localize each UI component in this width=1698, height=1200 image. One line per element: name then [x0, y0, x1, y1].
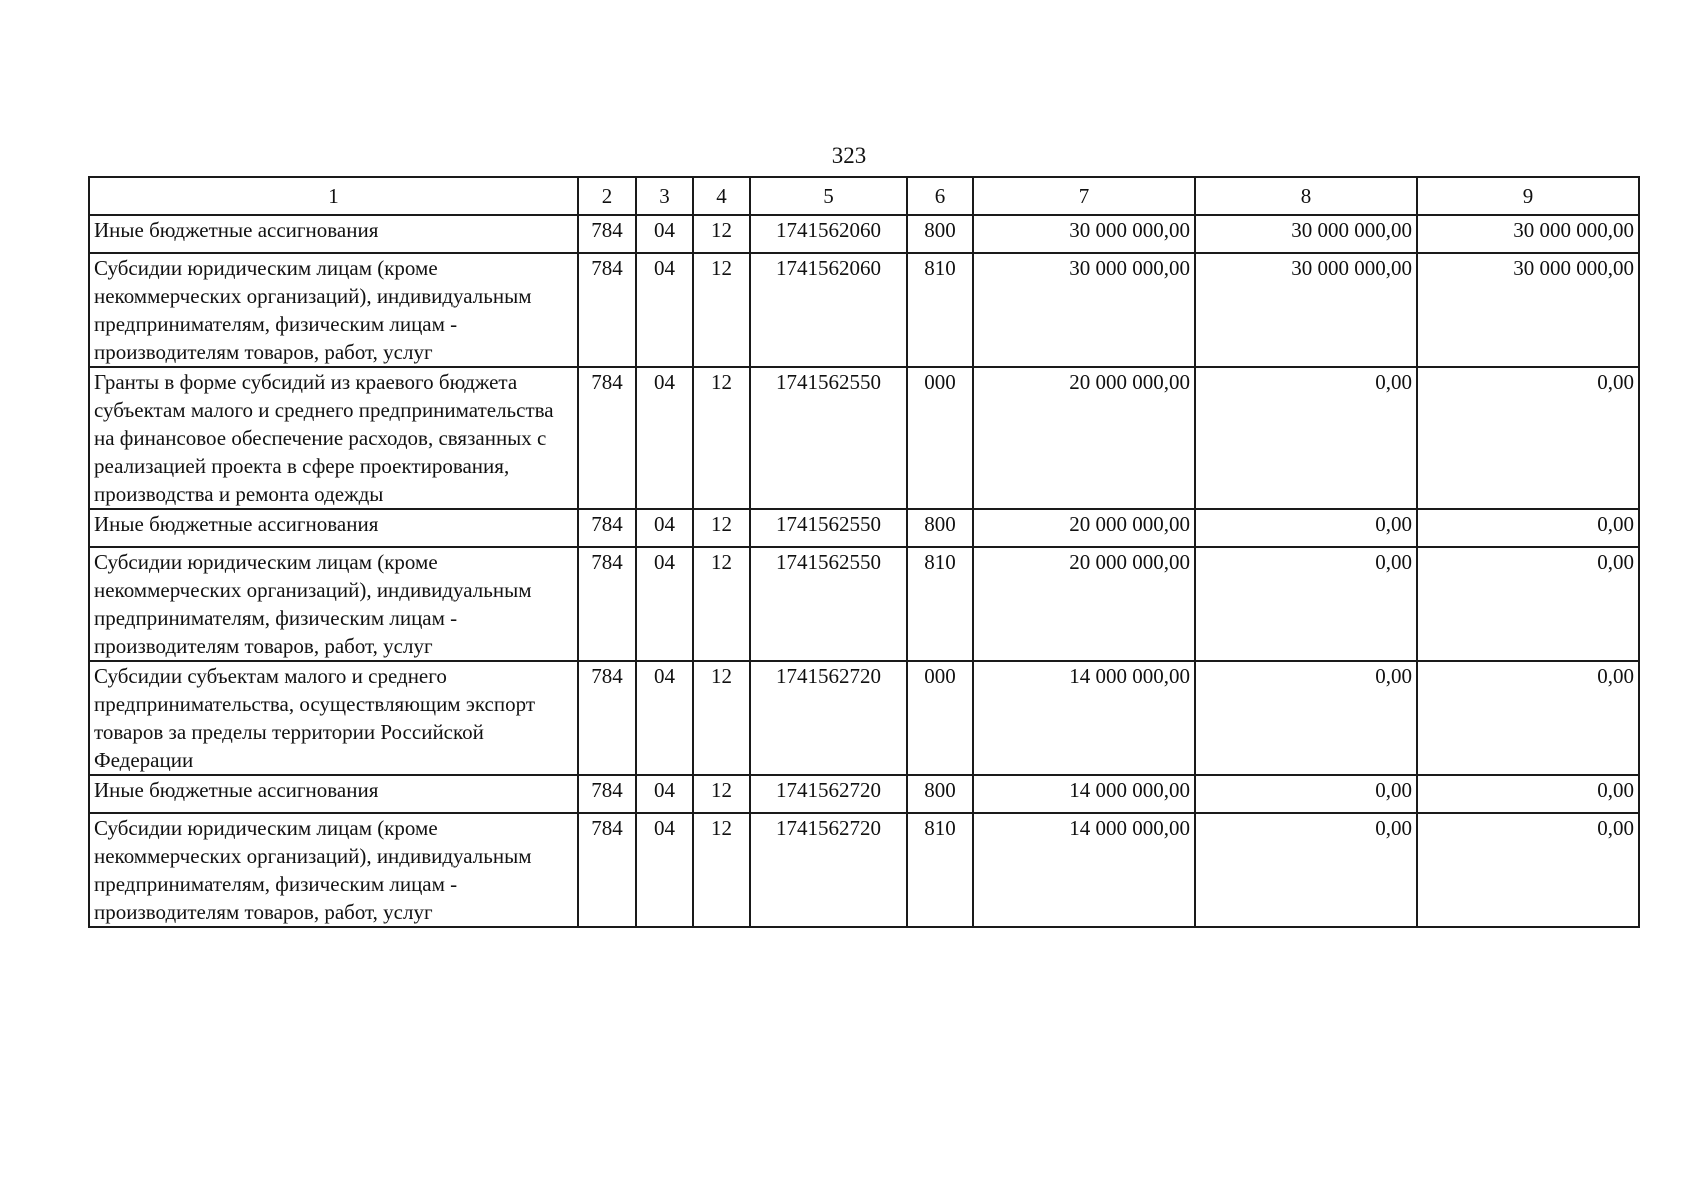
header-cell: 1 — [89, 177, 578, 215]
amount-cell: 0,00 — [1417, 509, 1639, 547]
code-cell: 1741562720 — [750, 813, 907, 927]
header-cell: 4 — [693, 177, 750, 215]
table-row — [89, 367, 1639, 509]
amount-cell: 0,00 — [1417, 367, 1639, 509]
header-cell: 7 — [973, 177, 1195, 215]
code-cell: 784 — [578, 367, 636, 509]
item-name: Субсидии юридическим лицам (кроме некоммерческих организаций), индивидуальным предпринимателям, физическим лицам - производителям товаров, работ, услуг — [89, 547, 578, 661]
code-cell: 810 — [907, 253, 973, 367]
header-cell: 9 — [1417, 177, 1639, 215]
code-cell: 12 — [693, 253, 750, 367]
code-cell: 12 — [693, 547, 750, 661]
code-cell: 04 — [636, 661, 693, 775]
amount-cell: 30 000 000,00 — [1417, 215, 1639, 253]
table-row — [89, 661, 1639, 775]
header-cell: 8 — [1195, 177, 1417, 215]
amount-cell: 20 000 000,00 — [973, 367, 1195, 509]
code-cell: 800 — [907, 215, 973, 253]
code-cell: 12 — [693, 215, 750, 253]
code-cell: 800 — [907, 509, 973, 547]
code-cell: 04 — [636, 813, 693, 927]
code-cell: 12 — [693, 509, 750, 547]
header-cell: 6 — [907, 177, 973, 215]
code-cell: 1741562720 — [750, 775, 907, 813]
code-cell: 04 — [636, 775, 693, 813]
code-cell: 1741562550 — [750, 547, 907, 661]
item-name: Иные бюджетные ассигнования — [89, 509, 578, 547]
amount-cell: 14 000 000,00 — [973, 661, 1195, 775]
code-cell: 784 — [578, 509, 636, 547]
item-name: Гранты в форме субсидий из краевого бюджета субъектам малого и среднего предпринимательства на финансовое обеспечение расходов, связанных с реализацией проекта в сфере проектирования, производства и ремонта одежды — [89, 367, 578, 509]
code-cell: 1741562060 — [750, 253, 907, 367]
amount-cell: 20 000 000,00 — [973, 547, 1195, 661]
amount-cell: 0,00 — [1195, 547, 1417, 661]
code-cell: 04 — [636, 367, 693, 509]
code-cell: 800 — [907, 775, 973, 813]
header-cell: 2 — [578, 177, 636, 215]
budget-table — [88, 176, 1640, 928]
amount-cell: 30 000 000,00 — [1417, 253, 1639, 367]
table-row — [89, 215, 1639, 253]
item-name: Субсидии субъектам малого и среднего предпринимательства, осуществляющим экспорт товаров за пределы территории Российской Федерации — [89, 661, 578, 775]
table-row — [89, 775, 1639, 813]
header-cell: 3 — [636, 177, 693, 215]
item-name: Субсидии юридическим лицам (кроме некоммерческих организаций), индивидуальным предпринимателям, физическим лицам - производителям товаров, работ, услуг — [89, 813, 578, 927]
amount-cell: 0,00 — [1195, 509, 1417, 547]
amount-cell: 0,00 — [1417, 547, 1639, 661]
amount-cell: 0,00 — [1195, 661, 1417, 775]
code-cell: 784 — [578, 813, 636, 927]
table-row — [89, 547, 1639, 661]
item-name: Субсидии юридическим лицам (кроме некоммерческих организаций), индивидуальным предпринимателям, физическим лицам - производителям товаров, работ, услуг — [89, 253, 578, 367]
code-cell: 784 — [578, 547, 636, 661]
amount-cell: 0,00 — [1417, 661, 1639, 775]
code-cell: 784 — [578, 775, 636, 813]
page-number: 323 — [831, 143, 867, 168]
table-row — [89, 253, 1639, 367]
code-cell: 04 — [636, 253, 693, 367]
code-cell: 04 — [636, 547, 693, 661]
code-cell: 784 — [578, 661, 636, 775]
code-cell: 12 — [693, 775, 750, 813]
amount-cell: 0,00 — [1417, 775, 1639, 813]
code-cell: 000 — [907, 367, 973, 509]
header-row — [89, 177, 1639, 215]
amount-cell: 30 000 000,00 — [973, 215, 1195, 253]
amount-cell: 14 000 000,00 — [973, 775, 1195, 813]
code-cell: 810 — [907, 547, 973, 661]
code-cell: 1741562720 — [750, 661, 907, 775]
code-cell: 784 — [578, 253, 636, 367]
table-row — [89, 509, 1639, 547]
code-cell: 810 — [907, 813, 973, 927]
amount-cell: 0,00 — [1195, 367, 1417, 509]
code-cell: 04 — [636, 509, 693, 547]
amount-cell: 30 000 000,00 — [1195, 253, 1417, 367]
amount-cell: 0,00 — [1195, 813, 1417, 927]
code-cell: 000 — [907, 661, 973, 775]
amount-cell: 30 000 000,00 — [1195, 215, 1417, 253]
amount-cell: 0,00 — [1195, 775, 1417, 813]
amount-cell: 20 000 000,00 — [973, 509, 1195, 547]
code-cell: 1741562550 — [750, 509, 907, 547]
header-cell: 5 — [750, 177, 907, 215]
amount-cell: 30 000 000,00 — [973, 253, 1195, 367]
code-cell: 04 — [636, 215, 693, 253]
code-cell: 12 — [693, 813, 750, 927]
code-cell: 1741562060 — [750, 215, 907, 253]
amount-cell: 14 000 000,00 — [973, 813, 1195, 927]
code-cell: 12 — [693, 661, 750, 775]
item-name: Иные бюджетные ассигнования — [89, 775, 578, 813]
code-cell: 1741562550 — [750, 367, 907, 509]
amount-cell: 0,00 — [1417, 813, 1639, 927]
item-name: Иные бюджетные ассигнования — [89, 215, 578, 253]
table-row — [89, 813, 1639, 927]
code-cell: 784 — [578, 215, 636, 253]
code-cell: 12 — [693, 367, 750, 509]
